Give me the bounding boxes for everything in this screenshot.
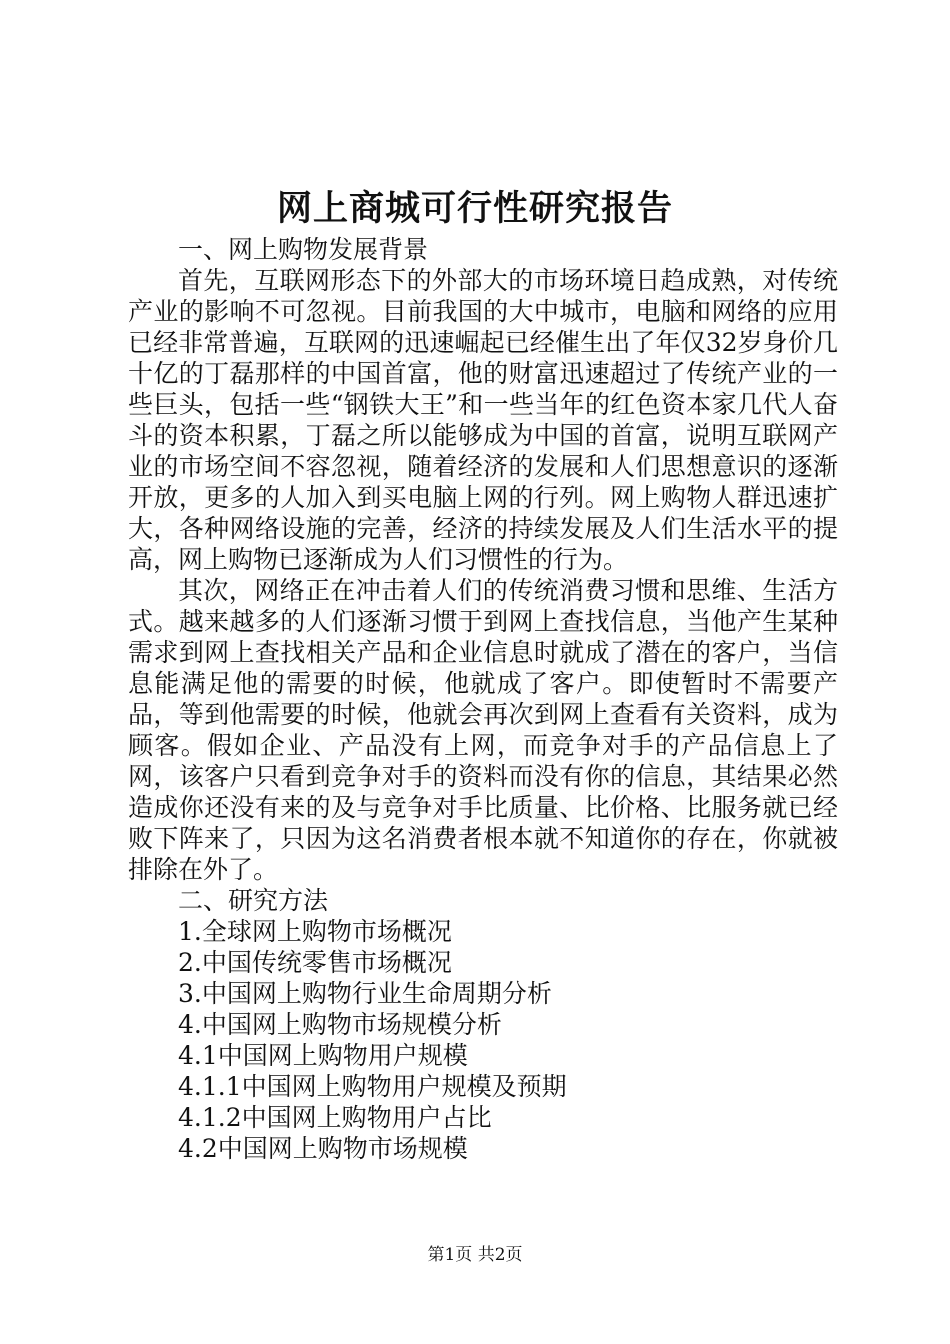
section-heading-methods: 二、研究方法 — [178, 886, 329, 915]
list-item: 1.全球网上购物市场概况 — [178, 917, 452, 946]
list-item: 2.中国传统零售市场概况 — [178, 948, 452, 977]
list-item: 3.中国网上购物行业生命周期分析 — [178, 979, 552, 1008]
list-item: 4.1.1中国网上购物用户规模及预期 — [178, 1072, 567, 1101]
list-item: 4.1.2中国网上购物用户占比 — [178, 1103, 492, 1132]
paragraph-second: 其次，网络正在冲击着人们的传统消费习惯和思维、生活方式。越来越多的人们逐渐习惯于到网上查找信息，当他产生某种需求到网上查找相关产品和企业信息时就成了潜在的客户，当信息能满足他的需要的时候，他就成了客户。即使暂时不需要产品，等到他需要的时候，他就会再次到网上查看有关资料，成为顾客。假如企业、产品没有上网，而竞争对手的产品信息上了网，该客户只看到竞争对手的资料而没有你的信息，其结果必然造成你还没有来的及与竞争对手比质量、比价格、比服务就已经败下阵来了，只因为这名消费者根本就不知道你的存在，你就被排除在外了。 — [128, 576, 838, 884]
list-item: 4.1中国网上购物用户规模 — [178, 1041, 468, 1070]
document-body — [128, 234, 838, 1164]
paragraph-first: 首先，互联网形态下的外部大的市场环境日趋成熟，对传统产业的影响不可忽视。目前我国的大中城市，电脑和网络的应用已经非常普遍，互联网的迅速崛起已经催生出了年仅32岁身价几十亿的丁磊那样的中国首富，他的财富迅速超过了传统产业的一些巨头，包括一些“钢铁大王”和一些当年的红色资本家几代人奋斗的资本积累，丁磊之所以能够成为中国的首富，说明互联网产业的市场空间不容忽视，随着经济的发展和人们思想意识的逐渐开放，更多的人加入到买电脑上网的行列。网上购物人群迅速扩大，各种网络设施的完善，经济的持续发展及人们生活水平的提高，网上购物已逐渐成为人们习惯性的行为。 — [128, 266, 838, 574]
list-item: 4.2中国网上购物市场规模 — [178, 1134, 468, 1163]
section-heading-background: 一、网上购物发展背景 — [178, 235, 429, 264]
list-item: 4.中国网上购物市场规模分析 — [178, 1010, 502, 1039]
page-footer: 第1页 共2页 — [427, 1245, 523, 1265]
document-title: 网上商城可行性研究报告 — [276, 188, 673, 229]
